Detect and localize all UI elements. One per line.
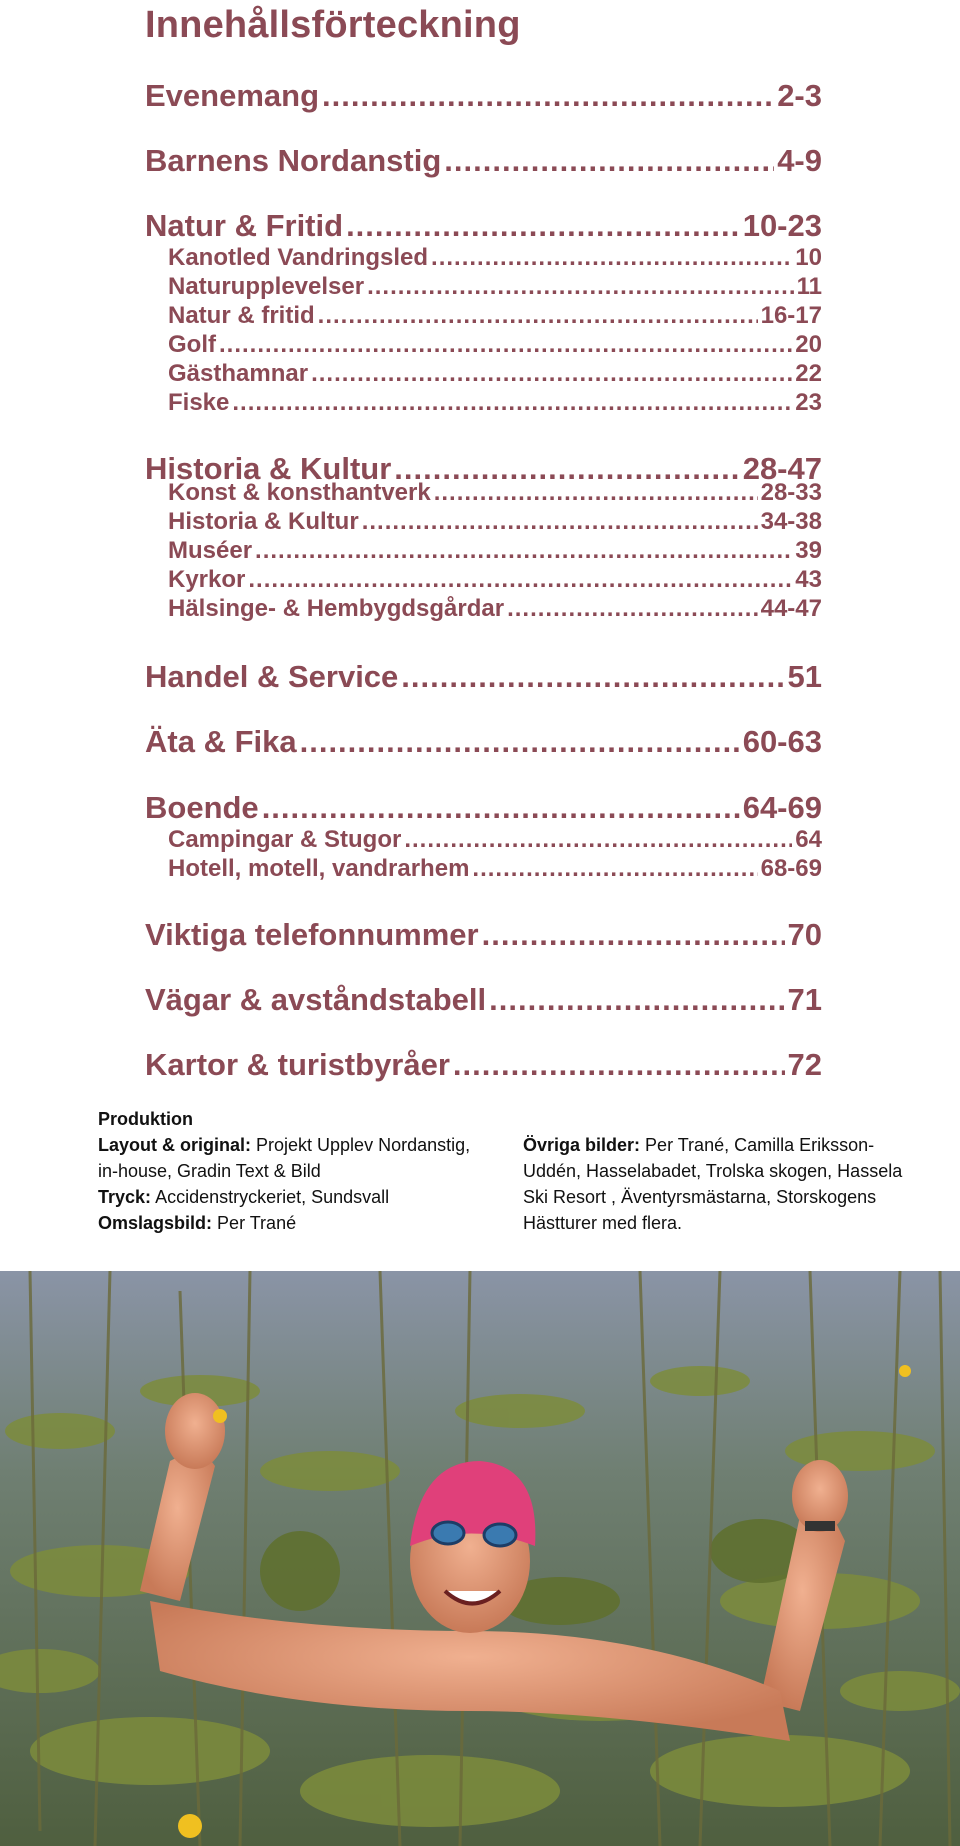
credit-layout: Layout & original: Projekt Upplev Nordanstig, in-house, Gradin Text & Bild (98, 1135, 471, 1181)
toc-entry-page: 10 (795, 244, 822, 271)
toc-entry-label: Evenemang (145, 78, 320, 113)
toc-entry (145, 141, 822, 181)
toc-entry-page: 22 (795, 360, 822, 387)
toc-entry-label: Kyrkor (168, 566, 246, 593)
credits-left (98, 1106, 478, 1236)
toc-entry-page: 39 (795, 537, 822, 564)
toc-leader-dots (482, 915, 785, 955)
toc-leader-dots (507, 594, 758, 623)
toc-entry (145, 788, 822, 828)
toc-entry (145, 206, 822, 246)
toc-entry (145, 507, 822, 536)
toc-entry (145, 825, 822, 854)
toc-entry-page: 72 (787, 1047, 822, 1082)
toc-entry (145, 478, 822, 507)
toc-entry (145, 330, 822, 359)
toc-entry-label: Golf (168, 331, 216, 358)
toc-leader-dots (362, 507, 758, 536)
toc-leader-dots (401, 657, 784, 697)
toc-leader-dots (322, 76, 774, 116)
toc-leader-dots (311, 359, 792, 388)
credit-other-photos: Övriga bilder: Per Trané, Camilla Eriksson-Uddén, Hasselabadet, Trolska skogen, Hassela Ski Resort , Äventyrsmästarna, Storskogens Hästturer med flera. (523, 1135, 903, 1233)
toc-entry-label: Barnens Nordanstig (145, 143, 442, 178)
toc-entry-page: 64 (795, 826, 822, 853)
toc-entry-label: Historia & Kultur (145, 451, 392, 486)
toc-leader-dots (255, 536, 792, 565)
toc-leader-dots (431, 243, 792, 272)
toc-entry-label: Gästhamnar (168, 360, 309, 387)
toc-entry-page: 16-17 (760, 302, 822, 329)
toc-entry-label: Natur & Fritid (145, 208, 344, 243)
cover-photo-swimmer (0, 1271, 960, 1846)
toc-leader-dots (219, 330, 792, 359)
toc-entry-label: Hotell, motell, vandrarhem (168, 855, 470, 882)
toc-entry-label: Äta & Fika (145, 724, 297, 759)
toc-leader-dots (404, 825, 792, 854)
toc-entry (145, 76, 822, 116)
toc-entry (145, 565, 822, 594)
toc-leader-dots (262, 788, 740, 828)
toc-entry (145, 854, 822, 883)
toc-entry-label: Naturupplevelser (168, 273, 365, 300)
toc-entry-label: Kartor & turistbyråer (145, 1047, 450, 1082)
toc-leader-dots (300, 722, 740, 762)
toc-entry-page: 23 (795, 389, 822, 416)
toc-entry-label: Natur & fritid (168, 302, 315, 329)
toc-leader-dots (472, 854, 757, 883)
toc-entry-page: 34-38 (760, 508, 822, 535)
toc-leader-dots (434, 478, 758, 507)
toc-entry-page: 11 (796, 273, 822, 300)
toc-entry (145, 272, 822, 301)
toc-entry (145, 915, 822, 955)
toc-entry (145, 536, 822, 565)
toc-entry-label: Muséer (168, 537, 253, 564)
toc-leader-dots (248, 565, 792, 594)
toc-leader-dots (453, 1045, 785, 1085)
toc-entry (145, 980, 822, 1020)
toc-entry-page: 4-9 (777, 143, 822, 178)
toc-entry-page: 60-63 (742, 724, 822, 759)
toc-leader-dots (367, 272, 794, 301)
toc-entry-label: Kanotled Vandringsled (168, 244, 429, 271)
toc-entry-page: 43 (795, 566, 822, 593)
toc-entry-page: 71 (787, 982, 822, 1017)
toc-entry-page: 68-69 (760, 855, 822, 882)
toc-entry-label: Konst & konsthantverk (168, 479, 431, 506)
credits-right (523, 1106, 923, 1236)
toc-entry-page: 2-3 (777, 78, 822, 113)
toc-entry-label: Historia & Kultur (168, 508, 359, 535)
toc-leader-dots (489, 980, 784, 1020)
toc-entry-page: 44-47 (760, 595, 822, 622)
toc-entry-label: Handel & Service (145, 659, 399, 694)
toc-entry (145, 657, 822, 697)
toc-entry-page: 70 (787, 917, 822, 952)
credit-print: Tryck: Accidenstryckeriet, Sundsvall (98, 1187, 390, 1207)
toc-entry (145, 243, 822, 272)
toc-entry-label: Boende (145, 790, 259, 825)
toc-entry (145, 301, 822, 330)
toc-entry-label: Campingar & Stugor (168, 826, 402, 853)
toc-entry-page: 64-69 (742, 790, 822, 825)
toc-entry (145, 388, 822, 417)
credit-cover: Omslagsbild: Per Trané (98, 1213, 297, 1233)
credits-heading: Produktion (98, 1109, 193, 1129)
toc-entry (145, 594, 822, 623)
toc-entry-label: Vägar & avståndstabell (145, 982, 487, 1017)
toc-entry (145, 722, 822, 762)
toc-leader-dots (232, 388, 792, 417)
toc-entry-page: 51 (787, 659, 822, 694)
toc-entry (145, 359, 822, 388)
toc-entry-label: Viktiga telefonnummer (145, 917, 479, 952)
swimmer-among-lilypads-illustration (0, 1271, 960, 1846)
toc-title: Innehållsförteckning (145, 4, 521, 46)
toc-entry (145, 1045, 822, 1085)
toc-leader-dots (318, 301, 758, 330)
toc-leader-dots (346, 206, 740, 246)
toc-entry-page: 28-47 (742, 451, 822, 486)
toc-entry-page: 20 (795, 331, 822, 358)
toc-entry-page: 10-23 (742, 208, 822, 243)
toc-entry-label: Hälsinge- & Hembygdsgårdar (168, 595, 505, 622)
toc-entry-page: 28-33 (760, 479, 822, 506)
toc-entry-label: Fiske (168, 389, 230, 416)
toc-leader-dots (444, 141, 774, 181)
